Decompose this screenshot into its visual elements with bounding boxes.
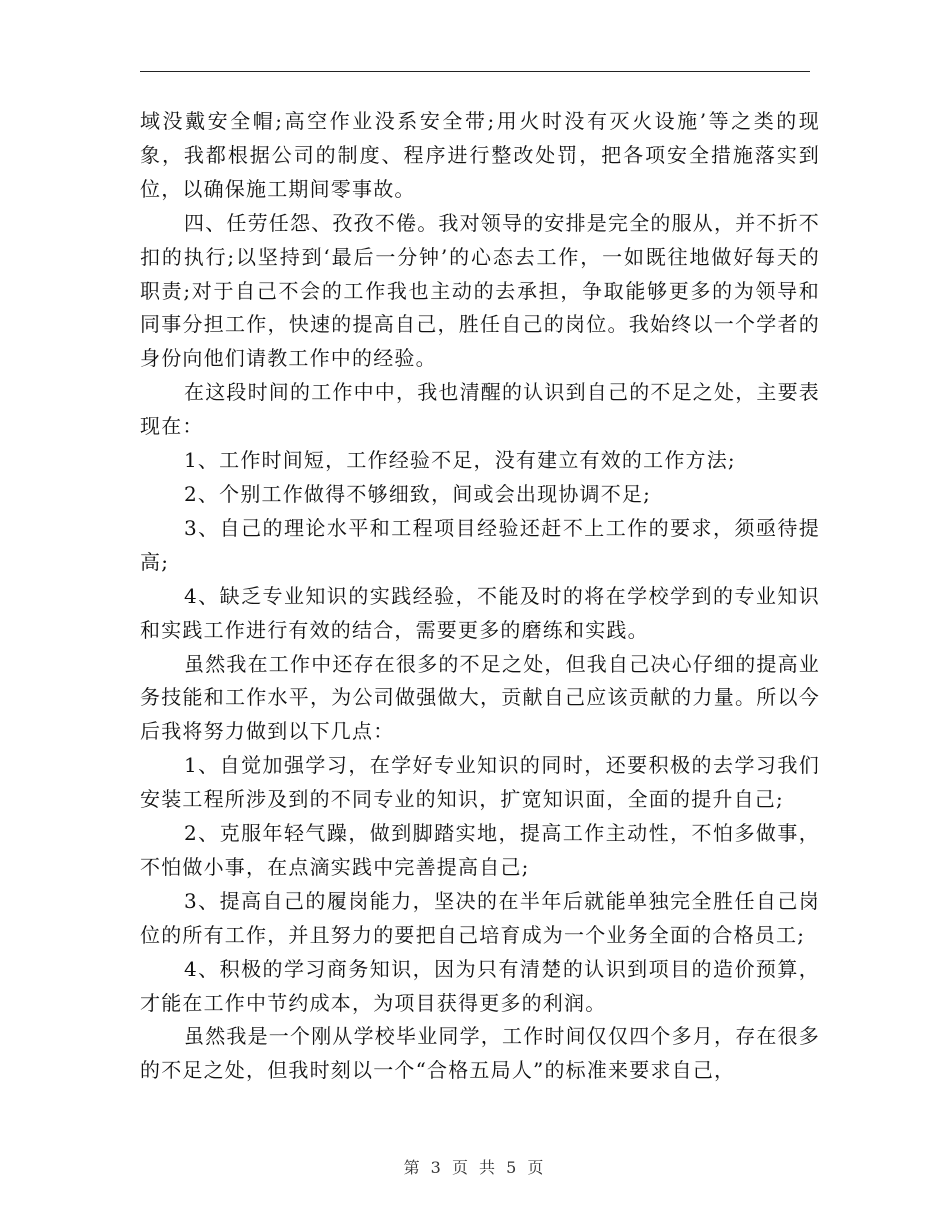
- paragraph: 在这段时间的工作中中，我也清醒的认识到自己的不足之处，主要表现在：: [140, 380, 820, 439]
- document-body: [140, 105, 820, 1088]
- paragraph: 四、任劳任怨、孜孜不倦。我对领导的安排是完全的服从，并不折不扣的执行;以坚持到‘最后一分钟’的心态去工作，一如既往地做好每天的职责;对于自己不会的工作我也主动的去承担，争取能够更多的为领导和同事分担工作，快速的提高自己，胜任自己的岗位。我始终以一个学者的身份向他们请教工作中的经验。: [140, 210, 820, 371]
- paragraph: 虽然我是一个刚从学校毕业同学，工作时间仅仅四个多月，存在很多的不足之处，但我时刻以一个“合格五局人”的标准来要求自己，: [140, 1024, 820, 1083]
- paragraph: 域没戴安全帽;高空作业没系安全带;用火时没有灭火设施’等之类的现象，我都根据公司的制度、程序进行整改处罚，把各项安全措施落实到位，以确保施工期间零事故。: [140, 109, 820, 201]
- list-item: 2、个别工作做得不够细致，间或会出现协调不足;: [184, 481, 652, 506]
- list-item: 1、工作时间短，工作经验不足，没有建立有效的工作方法;: [184, 448, 736, 473]
- header-rule: [140, 71, 810, 72]
- list-item: 4、积极的学习商务知识，因为只有清楚的认识到项目的造价预算，才能在工作中节约成本，为项目获得更多的利润。: [140, 956, 820, 1015]
- list-item: 1、自觉加强学习，在学好专业知识的同时，还要积极的去学习我们安装工程所涉及到的不同专业的知识，扩宽知识面，全面的提升自己;: [140, 753, 820, 812]
- list-item: 2、克服年轻气躁，做到脚踏实地，提高工作主动性，不怕多做事，不怕做小事，在点滴实践中完善提高自己;: [140, 821, 820, 879]
- page-number: 第 3 页 共 5 页: [403, 1158, 547, 1177]
- paragraph: 虽然我在工作中还存在很多的不足之处，但我自己决心仔细的提高业务技能和工作水平，为公司做强做大，贡献自己应该贡献的力量。所以今后我将努力做到以下几点：: [140, 651, 820, 744]
- list-item: 3、提高自己的履岗能力，坚决的在半年后就能单独完全胜任自己岗位的所有工作，并且努力的要把自己培育成为一个业务全面的合格员工;: [140, 888, 820, 947]
- list-item: 4、缺乏专业知识的实践经验，不能及时的将在学校学到的专业知识和实践工作进行有效的结合，需要更多的磨练和实践。: [140, 583, 820, 642]
- list-item: 3、自己的理论水平和工程项目经验还赶不上工作的要求，须亟待提高;: [140, 515, 820, 574]
